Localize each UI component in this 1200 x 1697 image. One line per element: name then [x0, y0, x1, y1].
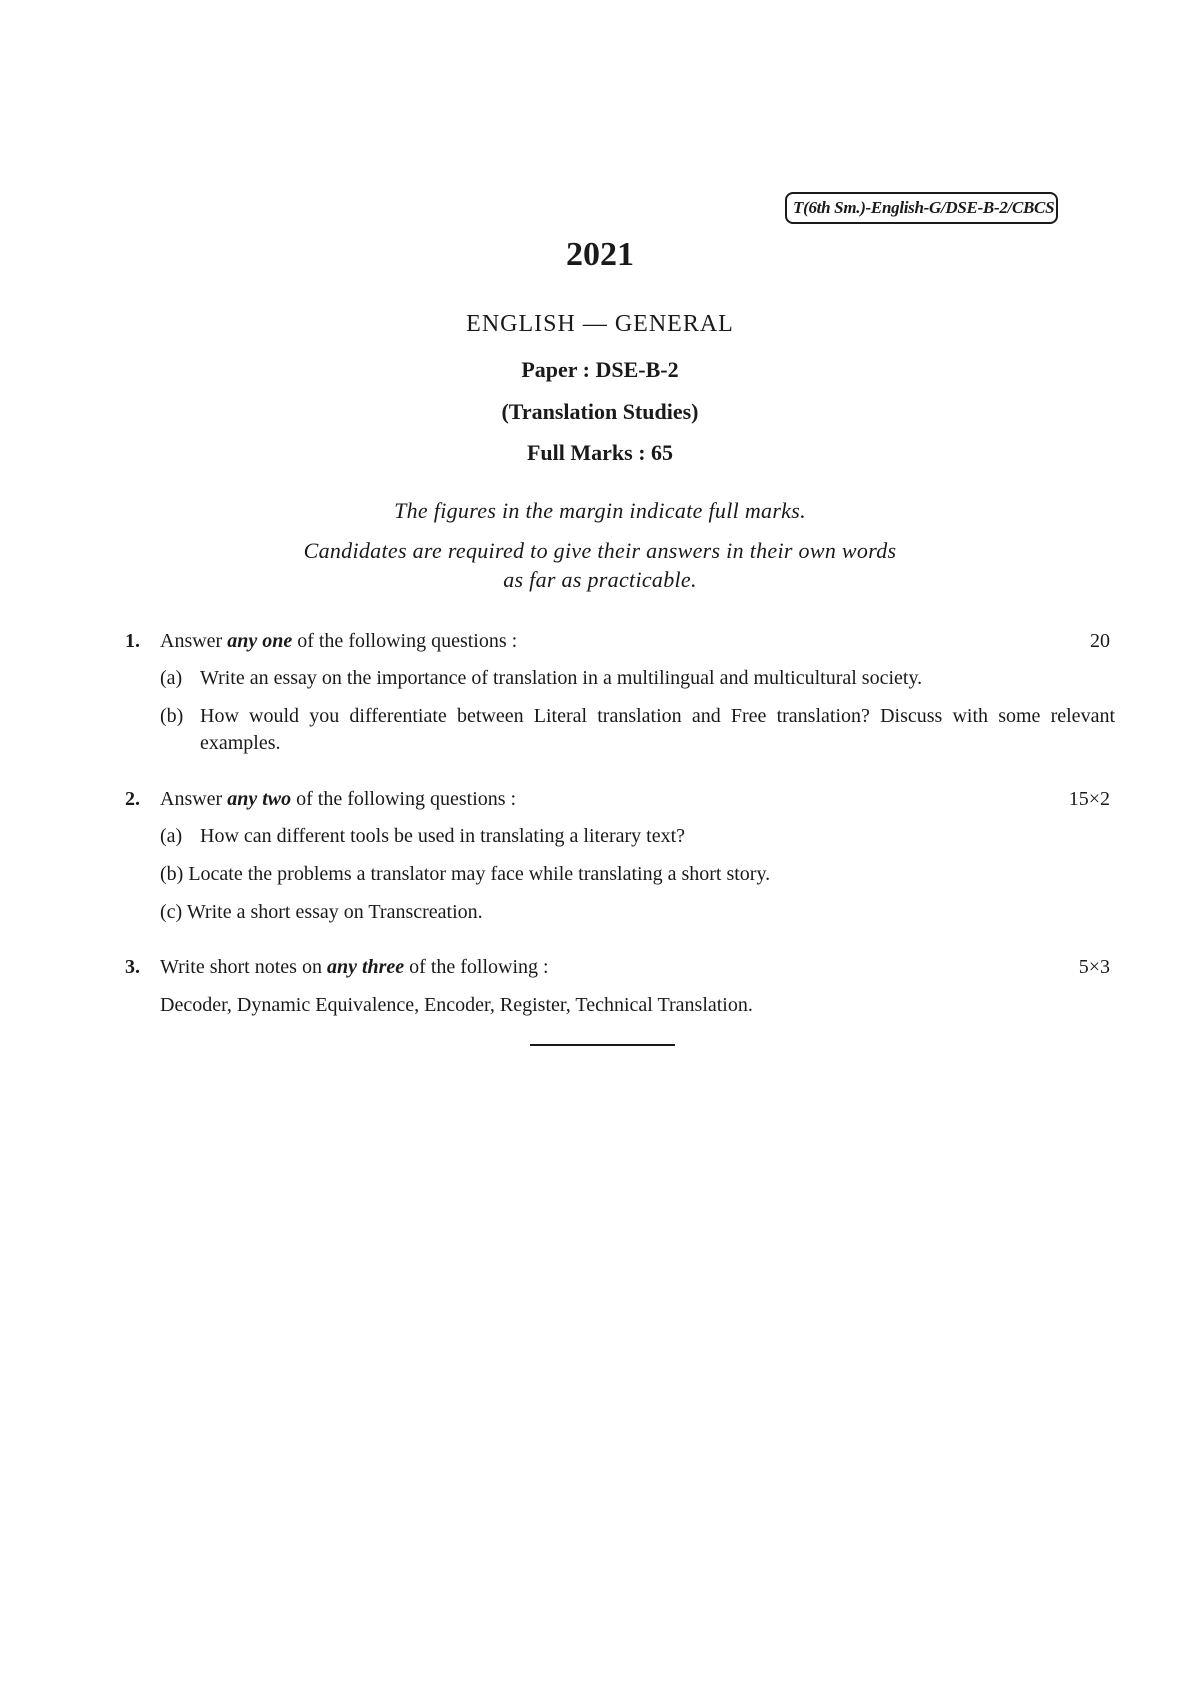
paper-code-box: T(6th Sm.)-English-G/DSE-B-2/CBCS — [785, 192, 1058, 224]
question-emphasis: any three — [326, 956, 405, 978]
course-title: (Translation Studies) — [501, 399, 699, 424]
question-emphasis: any two — [227, 788, 292, 810]
end-rule — [530, 1044, 675, 1046]
question-emphasis: any one — [227, 630, 293, 652]
question-marks: 5×3 — [1078, 956, 1110, 978]
part-text: How can different tools be used in translating a literary text? — [200, 825, 686, 847]
part-label: (a) — [160, 667, 183, 689]
paper-number: Paper : DSE-B-2 — [521, 357, 679, 382]
question-stem-text: of the following : — [404, 956, 549, 978]
question-part — [160, 901, 483, 924]
part-text: Write a short essay on Transcreation. — [186, 901, 483, 923]
exam-year: 2021 — [566, 236, 634, 273]
question-part — [160, 703, 1115, 757]
question-stem — [160, 630, 517, 653]
part-label: (c) — [160, 901, 183, 923]
question-part — [160, 825, 685, 848]
question-stem — [160, 788, 516, 811]
part-label: (b) — [160, 863, 184, 885]
instruction-line: Candidates are required to give their answers in their own words — [303, 538, 897, 563]
instruction-line: as far as practicable. — [503, 567, 697, 592]
question-stem-text: of the following questions : — [291, 788, 517, 810]
subject-title: ENGLISH — GENERAL — [466, 311, 734, 337]
question-part — [160, 667, 922, 690]
part-text: How would you differentiate between Literal translation and Free translation? Discuss with some relevant examples. — [200, 705, 1115, 754]
short-note-topics: Decoder, Dynamic Equivalence, Encoder, Register, Technical Translation. — [160, 994, 753, 1016]
question-stem-text: Write short notes on — [160, 956, 327, 978]
question-number: 2. — [125, 788, 140, 810]
question-stem-text: Answer — [160, 630, 228, 652]
question-part — [160, 863, 770, 886]
full-marks: Full Marks : 65 — [526, 440, 674, 465]
part-text: Locate the problems a translator may face while translating a short story. — [188, 863, 771, 885]
part-label: (a) — [160, 825, 183, 847]
question-stem-text: of the following questions : — [292, 630, 518, 652]
question-stem-text: Answer — [160, 788, 228, 810]
question-marks: 15×2 — [1068, 788, 1110, 810]
question-marks: 20 — [1090, 630, 1110, 652]
question-number: 1. — [125, 630, 140, 652]
question-stem — [160, 956, 549, 979]
part-label: (b) — [160, 705, 184, 727]
instruction-line: The figures in the margin indicate full marks. — [394, 498, 806, 523]
question-number: 3. — [125, 956, 140, 978]
part-text: Write an essay on the importance of translation in a multilingual and multicultural society. — [200, 667, 923, 689]
